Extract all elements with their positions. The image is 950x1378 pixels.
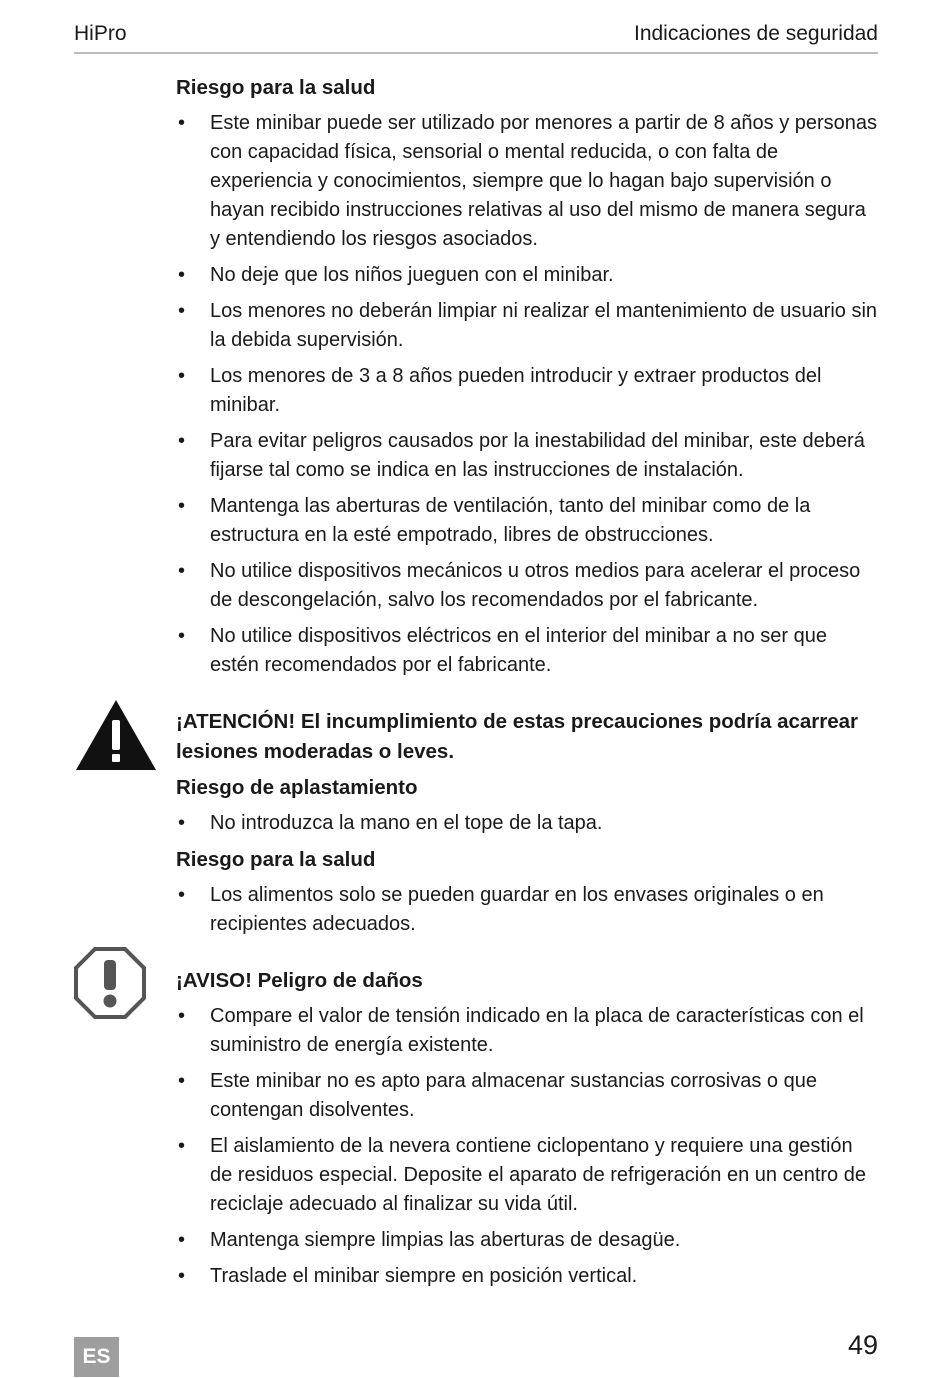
list-item: • Traslade el minibar siempre en posición vertical. bbox=[176, 1262, 880, 1291]
list-item: • Para evitar peligros causados por la inestabilidad del minibar, este deberá fijarse tal como se indica en las instrucciones de instalación. bbox=[176, 427, 880, 485]
list-item: • No utilice dispositivos mecánicos u otros medios para acelerar el proceso de descongelación, salvo los recomendados por el fabricante. bbox=[176, 557, 880, 615]
header-section-title: Indicaciones de seguridad bbox=[633, 22, 878, 45]
crush-risk-list bbox=[176, 809, 880, 838]
health-risk-list-2 bbox=[176, 881, 880, 939]
health-risk-list bbox=[176, 109, 880, 680]
language-badge: ES bbox=[74, 1337, 119, 1377]
page-content bbox=[176, 73, 880, 1298]
notice-list bbox=[176, 1002, 880, 1291]
page-number: 49 bbox=[847, 1330, 878, 1360]
attention-heading: ¡ATENCIÓN! El incumplimiento de estas precauciones podría acarrear lesiones moderadas o leves. bbox=[176, 710, 859, 763]
health-risk-heading: Riesgo para la salud bbox=[176, 76, 376, 99]
header-product-name: HiPro bbox=[74, 22, 127, 45]
list-item: • Mantenga las aberturas de ventilación, tanto del minibar como de la estructura en la esté empotrado, libres de obstrucciones. bbox=[176, 492, 880, 550]
list-item: • Compare el valor de tensión indicado en la placa de características con el suministro de energía existente. bbox=[176, 1002, 880, 1060]
notice-heading: ¡AVISO! Peligro de daños bbox=[176, 969, 423, 992]
attention-section bbox=[176, 707, 880, 939]
list-item: • No deje que los niños jueguen con el minibar. bbox=[176, 261, 880, 290]
notice-section bbox=[176, 966, 880, 1291]
list-item: • El aislamiento de la nevera contiene ciclopentano y requiere una gestión de residuos especial. Deposite el aparato de refrigeración en un centro de reciclaje adecuado al finalizar su vida útil. bbox=[176, 1132, 880, 1219]
health-risk-heading-2: Riesgo para la salud bbox=[176, 848, 376, 871]
list-item: • No introduzca la mano en el tope de la tapa. bbox=[176, 809, 880, 838]
list-item: • Los menores no deberán limpiar ni realizar el mantenimiento de usuario sin la debida supervisión. bbox=[176, 297, 880, 355]
list-item: • Este minibar puede ser utilizado por menores a partir de 8 años y personas con capacidad física, sensorial o mental reducida, o con falta de experiencia y conocimientos, siempre que lo hagan bajo supervisión o hayan recibido instrucciones relativas al uso del mismo de manera segura y entendiendo los riesgos asociados. bbox=[176, 109, 880, 254]
crush-risk-heading: Riesgo de aplastamiento bbox=[176, 776, 418, 799]
list-item: • No utilice dispositivos eléctricos en el interior del minibar a no ser que estén recomendados por el fabricante. bbox=[176, 622, 880, 680]
health-risk-section bbox=[176, 73, 880, 680]
list-item: • Este minibar no es apto para almacenar sustancias corrosivas o que contengan disolventes. bbox=[176, 1067, 880, 1125]
list-item: • Mantenga siempre limpias las aberturas de desagüe. bbox=[176, 1226, 880, 1255]
list-item: • Los alimentos solo se pueden guardar en los envases originales o en recipientes adecuados. bbox=[176, 881, 880, 939]
list-item: • Los menores de 3 a 8 años pueden introducir y extraer productos del minibar. bbox=[176, 362, 880, 420]
page-header bbox=[74, 22, 878, 54]
warning-triangle-icon bbox=[74, 698, 158, 772]
octagon-exclamation-icon bbox=[73, 946, 147, 1020]
